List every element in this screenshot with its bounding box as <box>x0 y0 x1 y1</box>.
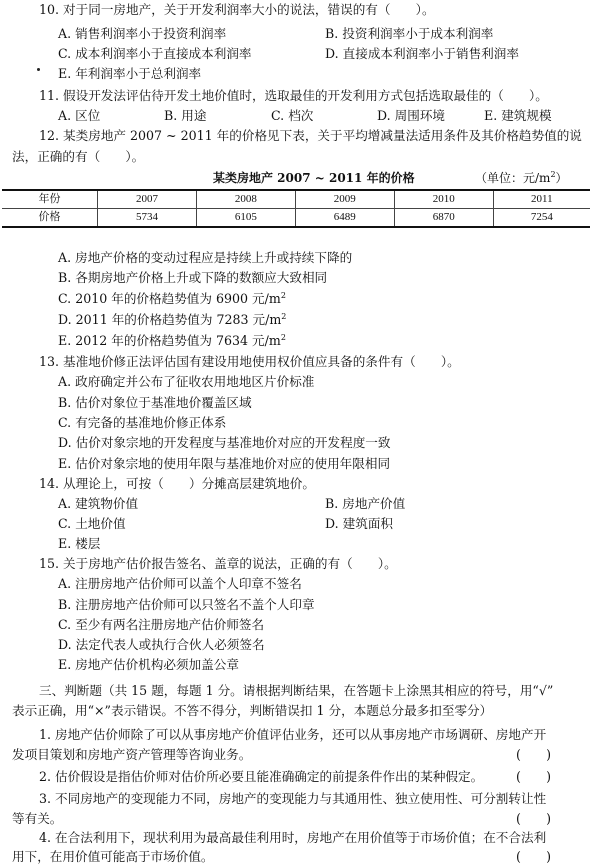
q12-option-c: C. 2010 年的价格趋势值为 6900 元$/m^2$ <box>58 290 286 306</box>
row-label-year: 年份 <box>2 190 98 209</box>
q12-option-b: B. 各期房地产价格上升或下降的数额应大致相同 <box>58 270 328 285</box>
price-cell: 7254 <box>493 209 590 228</box>
judge3-answer-paren: ( ) <box>516 811 552 826</box>
year-cell: 2008 <box>196 190 295 209</box>
q15-option-e: E. 房地产估价机构必须加盖公章 <box>58 657 239 672</box>
judge1-line1: 1. 房地产估价师除了可以从事房地产价值评估业务，还可以从事房地产市场调研、房地产开 <box>39 727 547 742</box>
q14-option-c: C. 土地价值 <box>58 516 126 531</box>
q13-option-c: C. 有完备的基准地价修正体系 <box>58 415 227 430</box>
bullet-dot <box>37 68 40 71</box>
price-cell: 6489 <box>295 209 394 228</box>
q11-stem: 11. 假设开发法评估待开发土地价值时，选取最佳的开发利用方式包括选取最佳的（ ）。 <box>39 88 548 103</box>
q11-option-c: C. 档次 <box>271 108 314 123</box>
judge4-line1: 4. 在合法利用下，现状利用为最高最佳利用时，房地产在用价值等于市场价值；在不合法利 <box>39 830 547 845</box>
table-unit: （单位：元$/m^2$） <box>475 170 568 185</box>
price-table <box>2 189 590 228</box>
q13-option-d: D. 估价对象宗地的开发程度与基准地价对应的开发程度一致 <box>58 435 391 450</box>
section3-intro-line2: 表示正确，用“×”表示错误。不答不得分，判断错误扣 1 分，本题总分最多扣至零分） <box>12 703 493 718</box>
year-cell: 2007 <box>98 190 197 209</box>
judge2: 2. 估价假设是指估价师对估价所必要且能准确确定的前提条件作出的某种假定。 <box>39 769 484 784</box>
q10-option-a: A. 销售利润率小于投资利润率 <box>58 26 227 41</box>
section3-intro-line1: 三、判断题（共 15 题，每题 1 分。请根据判断结果，在答题卡上涂黑其相应的符号，用“√” <box>39 683 554 698</box>
price-cell: 6105 <box>196 209 295 228</box>
q15-option-a: A. 注册房地产估价师可以盖个人印章不签名 <box>58 576 302 591</box>
price-cell: 6870 <box>394 209 493 228</box>
q10-option-c: C. 成本利润率小于直接成本利润率 <box>58 46 252 61</box>
q14-stem: 14. 从理论上，可按（ ）分摊高层建筑地价。 <box>39 476 315 491</box>
q15-option-c: C. 至少有两名注册房地产估价师签名 <box>58 617 265 632</box>
q14-option-a: A. 建筑物价值 <box>58 496 139 511</box>
table-row-years <box>2 190 590 209</box>
q10-option-d: D. 直接成本利润率小于销售利润率 <box>325 46 519 61</box>
q14-option-d: D. 建筑面积 <box>325 516 394 531</box>
judge1-line2: 发项目策划和房地产资产管理等咨询业务。 <box>12 747 252 762</box>
year-cell: 2011 <box>493 190 590 209</box>
q13-stem: 13. 基准地价修正法评估国有建设用地使用权价值应具备的条件有（ ）。 <box>39 354 460 369</box>
q12-option-a: A. 房地产价格的变动过程应是持续上升或持续下降的 <box>58 250 353 265</box>
q10-option-b: B. 投资利润率小于成本利润率 <box>325 26 494 41</box>
q14-option-b: B. 房地产价值 <box>325 496 406 511</box>
judge2-answer-paren: ( ) <box>516 769 552 784</box>
q12-stem-line2: 法，正确的有（ ）。 <box>12 149 145 164</box>
judge3-line1: 3. 不同房地产的变现能力不同，房地产的变现能力与其通用性、独立使用性、可分割转让性 <box>39 791 547 806</box>
q10-stem: 10. 对于同一房地产，关于开发利润率大小的说法，错误的有（ ）。 <box>39 2 435 17</box>
q13-option-a: A. 政府确定并公布了征收农用地地区片价标准 <box>58 374 315 389</box>
q11-option-a: A. 区位 <box>58 108 101 123</box>
q11-option-b: B. 用途 <box>164 108 207 123</box>
judge1-answer-paren: ( ) <box>516 747 552 762</box>
q13-option-b: B. 估价对象位于基准地价覆盖区域 <box>58 395 252 410</box>
q11-option-d: D. 周围环境 <box>377 108 446 123</box>
q11-option-e: E. 建筑规模 <box>484 108 552 123</box>
q13-option-e: E. 估价对象宗地的使用年限与基准地价对应的使用年限相同 <box>58 456 391 471</box>
q15-option-d: D. 法定代表人或执行合伙人必须签名 <box>58 637 265 652</box>
year-cell: 2009 <box>295 190 394 209</box>
q14-option-e: E. 楼层 <box>58 536 101 551</box>
q15-stem: 15. 关于房地产估价报告签名、盖章的说法，正确的有（ ）。 <box>39 556 397 571</box>
judge3-line2: 等有关。 <box>12 811 63 826</box>
judge4-line2: 用下，在用价值可能高于市场价值。 <box>12 849 214 864</box>
q10-option-e: E. 年利润率小于总利润率 <box>58 66 202 81</box>
price-cell: 5734 <box>98 209 197 228</box>
table-title: 某类房地产 2007 ~ 2011 年的价格 <box>213 171 415 185</box>
row-label-price: 价格 <box>2 209 98 228</box>
q12-option-d: D. 2011 年的价格趋势值为 7283 元$/m^2$ <box>58 311 287 327</box>
q12-stem-line1: 12. 某类房地产 2007 ~ 2011 年的价格见下表，关于平均增减量法适用条件及其价格趋势值的说 <box>39 128 582 143</box>
q12-option-e: E. 2012 年的价格趋势值为 7634 元$/m^2$ <box>58 332 286 348</box>
judge4-answer-paren: ( ) <box>516 849 552 864</box>
year-cell: 2010 <box>394 190 493 209</box>
q15-option-b: B. 注册房地产估价师可以只签名不盖个人印章 <box>58 597 315 612</box>
table-row-prices <box>2 209 590 228</box>
